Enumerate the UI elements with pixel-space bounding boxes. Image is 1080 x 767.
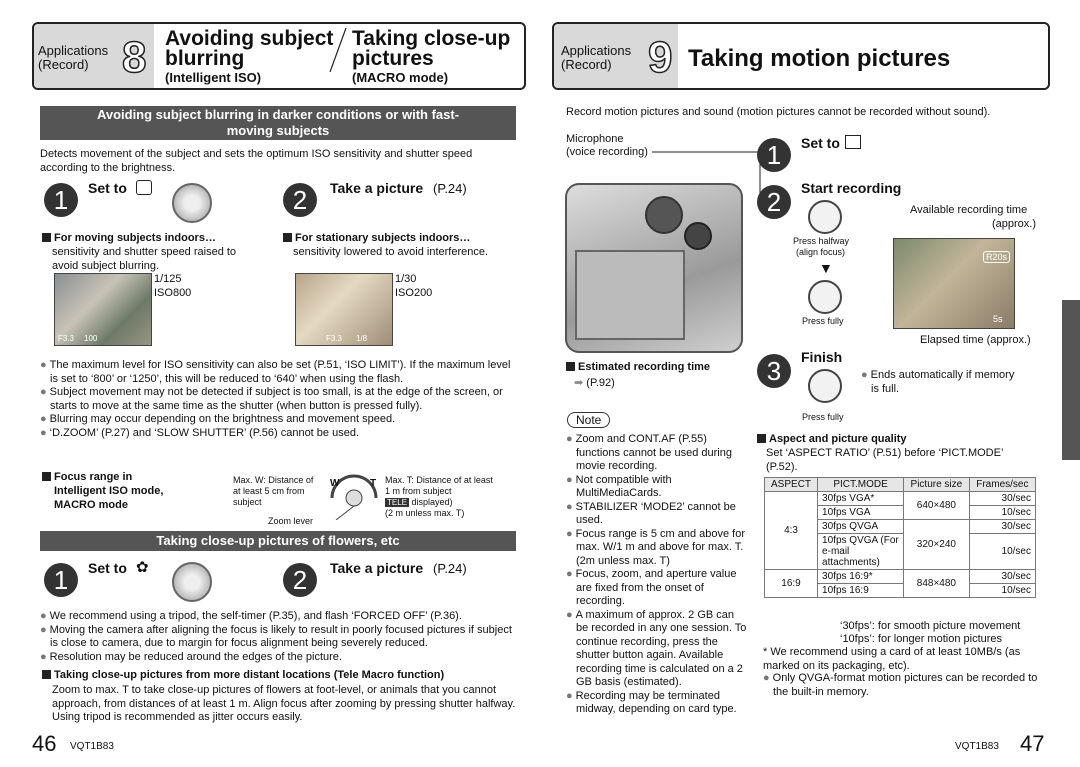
macro-step-1-circle: 1 [44,563,78,597]
note-item: ● Subject movement may not be detected if subject is too small, is at the edge of the screen, or starts to move at the same time as the shutter (when button is pressed fully). [40,386,503,412]
quality-table [764,477,1036,598]
fps-note-1: ‘30fps’: for smooth picture movement [840,620,1021,632]
card-note: * We recommend using a card of at least 10MB/s (as marked on its packaging, etc). [763,646,1021,672]
macro-step-2-label: Take a picture [330,560,424,576]
step-2-label: Take a picture [330,180,424,196]
mic-label: Microphone [566,133,624,145]
stationary-title-text: For stationary subjects indoors… [295,232,471,244]
aspect-43: 4:3 [765,492,818,570]
w-line: Max. W: Distance of [233,475,314,485]
t-line: 1 m from subject [385,486,452,496]
step-2-circle: 2 [283,183,317,217]
stationary-text: sensitivity lowered to avoid interference. [293,246,489,258]
note-text: Resolution may be reduced around the edges of the picture. [49,650,342,663]
mode-cell: 10fps 16:9 [818,584,904,598]
fps-cell: 30/sec [969,570,1035,584]
press-fully: Press fully [802,316,844,326]
est-ref [574,377,615,391]
note-item: ● Resolution may be reduced around the edges of the picture. [40,650,342,663]
title-avoiding: Avoiding subject [165,27,334,50]
moving-f: F3.3 [58,334,75,343]
note-text: Moving the camera after aligning the focus is likely to result in poorly focused pictures if subject is close to camera, due to margin for focus alignment being severely reduced. [49,623,512,649]
page-number-left: 46 [32,731,57,756]
note-item: ● Focus range is 5 cm and above for max. W/1 m and above for max. T. (2m unless max. T) [566,527,746,567]
tele-macro-text: Zoom to max. T to take close-up pictures of flowers at foot-level, or animals that you cannot approach, from distances of at least 1 m. Align focus after zooming by pressing shutter halfway. Using tripod is recommended as jitter occurs easily. [52,684,516,723]
right-header-app: Applications [561,43,632,58]
right-notes [566,433,748,717]
note-item: ● Recording may be terminated midway, depending on card type. [566,689,737,715]
stationary-f: F3.3 [326,334,343,343]
note-item: ● ‘D.ZOOM’ (P.27) and ‘SLOW SHUTTER’ (P.56) cannot be used. [40,426,359,439]
moving-n: 100 [84,334,98,343]
finish-text2: is full. [871,383,900,395]
size-cell: 848×480 [904,570,970,598]
moving-title-text: For moving subjects indoors… [54,232,216,244]
w-line: at least 5 cm from [233,486,305,496]
header-number: 8 [122,33,147,82]
w-line: subject [233,497,262,507]
note-badge: Note [567,412,610,428]
page-code-right: VQT1B83 [955,741,999,752]
aspect-169: 16:9 [765,570,818,598]
finish-press-fully: Press fully [802,412,844,422]
movie-step-1-label: Set to [801,135,840,151]
header-app-sub: (Record) [38,57,89,72]
press-halfway: Press halfway [793,236,850,246]
press-halfway-sub: (align focus) [796,247,846,257]
t-line: Max. T: Distance of at least [385,475,493,485]
zoom-t: T [370,478,377,489]
macro-step-2-circle: 2 [283,563,317,597]
note-text: Not compatible with MultiMediaCards. [575,473,672,499]
title-blurring: blurring [165,47,245,70]
note-item: ● Moving the camera after aligning the focus is likely to result in poorly focused pictures if subject is close to camera, due to margin for focus alignment being severely reduced. [40,623,512,649]
qvga-text: Only QVGA-format motion pictures can be recorded to the built-in memory. [772,672,1038,698]
tele-badge: TELE [387,498,408,507]
fps-cell: 10/sec [969,584,1035,598]
size-cell: 320×240 [904,520,970,570]
movie-step-2-circle: 2 [757,185,791,219]
t-line [385,497,493,508]
col-fps: Frames/sec [969,478,1035,492]
aspect-text: Set ‘ASPECT RATIO’ (P.51) before ‘PICT.MODE’ (P.52). [766,447,1003,473]
col-pictmode: PICT.MODE [818,478,904,492]
remaining-time: R20s [983,251,1010,263]
table-row [765,570,1036,584]
right-header-number: 9 [648,33,673,82]
note-text: Blurring may occur depending on the brightness and movement speed. [49,413,396,425]
movie-step-1-circle: 1 [757,138,791,172]
step-1-circle: 1 [44,183,78,217]
note-text: We recommend using a tripod, the self-timer (P.35), and flash ‘FORCED OFF’ (P.36). [49,610,462,622]
down-arrow-icon: ▼ [819,260,833,276]
t-line: (2 m unless max. T) [385,508,465,518]
note-text: STABILIZER ‘MODE2’ cannot be used. [575,500,736,526]
page-code-left: VQT1B83 [70,741,114,752]
est-title [566,361,710,375]
t3-text: displayed) [411,497,453,507]
note-text: A maximum of approx. 2 GB can be recorded in any one session. To continue recording, press the shutter button again. Available recording time is calculated on a 2 GB basis (estimated). [575,608,747,688]
mode-cell: 30fps VGA* [818,492,904,506]
page-number-right: 47 [1020,731,1045,756]
mode-cell: 30fps QVGA [818,520,904,534]
elapsed-label: Elapsed time (approx.) [920,334,1031,346]
mode-cell: 10fps VGA [818,506,904,520]
mode-cell: 10fps QVGA (For e-mail attachments) [818,534,904,570]
stationary-shutter: 1/30 [395,273,417,285]
iso-mode-icon [136,180,152,195]
fps-cell: 30/sec [969,492,1035,506]
ref-arrow-icon: ➡ [574,377,584,389]
table-row [765,492,1036,506]
movie-step-3-circle: 3 [757,354,791,388]
aspect-title [757,433,907,447]
fps-cell: 30/sec [969,520,1035,534]
camera-dial [645,196,683,234]
header-app-label: Applications [38,43,109,58]
closeup-notes [40,610,518,664]
col-size: Picture size [904,478,970,492]
slash-divider [328,28,348,72]
fps-note-2: ‘10fps’: for longer motion pictures [840,633,1003,645]
step-2-ref: (P.24) [433,181,467,196]
focus-title [42,471,132,485]
right-title: Taking motion pictures [688,45,951,72]
note-item: ● Focus, zoom, and aperture value are fixed from the onset of recording. [566,568,737,607]
camera-screen [575,250,685,340]
tele-macro-title-text: Taking close-up pictures from more distant locations (Tele Macro function) [54,669,445,681]
note-item: ● We recommend using a tripod, the self-timer (P.35), and flash ‘FORCED OFF’ (P.36). [40,610,462,622]
moving-text: sensitivity and shutter speed raised to avoid subject blurring. [52,246,237,272]
note-item: ● Zoom and CONT.AF (P.55) functions cannot be used during movie recording. [566,433,732,472]
section-bar-blurring: Avoiding subject blurring in darker conditions or with fast-moving subjects [40,106,516,140]
focus-line2: Intelligent ISO mode, [54,485,164,497]
moving-iso: ISO800 [154,287,192,299]
mode-cell: 30fps 16:9* [818,570,904,584]
note-item: ● Not compatible with MultiMediaCards. [566,473,672,499]
focus-line3: MACRO mode [54,499,128,511]
macro-step-2-ref: (P.24) [433,561,467,576]
note-text: Focus, zoom, and aperture value are fixed from the onset of recording. [575,568,737,607]
section-bar-closeup: Taking close-up pictures of flowers, etc [40,531,516,551]
avail-time-sub: (approx.) [992,218,1037,230]
finish-text: ● Ends automatically if memory [861,369,1015,381]
title-pictures: pictures [352,47,434,70]
mode-dial-icon [172,183,212,223]
macro-dial-icon [172,562,212,602]
macro-step-1-label: Set to [88,560,127,576]
note-item: ● A maximum of approx. 2 GB can be recorded in any one session. To continue recording, press the shutter button again. Available recording time is calculated on a 2 GB basis (estimated). [566,608,747,688]
focus-title-text: Focus range in [54,471,133,483]
shutter-finish-icon [808,369,842,403]
shutter-full-icon [808,280,842,314]
mic-leader-line [650,138,770,198]
note-text: The maximum level for ISO sensitivity can also be set (P.51, ‘ISO LIMIT’). If the maximum level is set to ‘800’ or ‘1250’, this will be reduced to ‘640’ when using the flash. [49,359,511,385]
avail-time: Available recording time [910,204,1028,216]
stationary-title [283,232,470,244]
camera-shutter [684,222,712,250]
stationary-photo [295,273,393,346]
note-text: ‘D.ZOOM’ (P.27) and ‘SLOW SHUTTER’ (P.56) cannot be used. [49,426,359,439]
table-header [765,478,1036,492]
focus-w-text [233,475,313,508]
fps-cell: 10/sec [969,506,1035,520]
col-aspect: ASPECT [765,478,818,492]
right-header-app-sub: (Record) [561,57,612,72]
note-text: Recording may be terminated midway, depending on card type. [575,689,737,715]
title-closeup: Taking close-up [352,27,511,50]
intro-text: Detects movement of the subject and sets the optimum ISO sensitivity and shutter speed according to the brightness. [40,148,473,174]
movie-step-2-label: Start recording [801,180,902,196]
moving-title [42,232,216,244]
note-text: Zoom and CONT.AF (P.55) functions cannot be used during movie recording. [575,433,732,472]
zoom-lever-label: Zoom lever [268,516,314,526]
stationary-iso: ISO200 [395,287,433,299]
subtitle-iso: (Intelligent ISO) [165,70,262,85]
notes-list [40,359,518,440]
qvga-note: ● Only QVGA-format motion pictures can be recorded to the built-in memory. [763,672,1038,698]
stationary-n: 1/8 [356,334,368,343]
movie-mode-icon [845,135,861,149]
fps-cell: 10/sec [969,534,1035,570]
subtitle-macro: (MACRO mode) [352,70,449,85]
shutter-halfway-icon [808,200,842,234]
tele-macro-title [42,669,444,683]
note-text: Subject movement may not be detected if subject is too small, is at the edge of the screen, or starts to move at the same time as the shutter (when button is pressed fully). [49,386,503,412]
finish-line1: Ends automatically if memory [870,369,1015,381]
est-ref-text: (P.92) [586,377,615,389]
elapsed-counter: 5s [993,314,1003,324]
movie-step-3-label: Finish [801,349,843,365]
zoom-w: W [330,478,340,489]
right-intro: Record motion pictures and sound (motion pictures cannot be recorded without sound). [566,106,991,118]
mic-sub: (voice recording) [566,146,648,158]
side-tab [1062,300,1080,460]
focus-t-text [385,475,493,519]
step-1-label: Set to [88,180,127,196]
aspect-title-text: Aspect and picture quality [769,433,907,445]
moving-shutter: 1/125 [154,273,182,285]
note-item: ● Blurring may occur depending on the brightness and movement speed. [40,413,396,425]
note-item: ● The maximum level for ISO sensitivity can also be set (P.51, ‘ISO LIMIT’). If the maximum level is set to ‘800’ or ‘1250’, this will be reduced to ‘640’ when using the flash. [40,359,511,385]
macro-flower-icon: ✿ [136,559,149,576]
est-title-text: Estimated recording time [578,361,711,373]
note-text: Focus range is 5 cm and above for max. W/1 m and above for max. T. (2m unless max. T) [575,527,746,567]
size-cell: 640×480 [904,492,970,520]
note-item: ● STABILIZER ‘MODE2’ cannot be used. [566,500,736,526]
